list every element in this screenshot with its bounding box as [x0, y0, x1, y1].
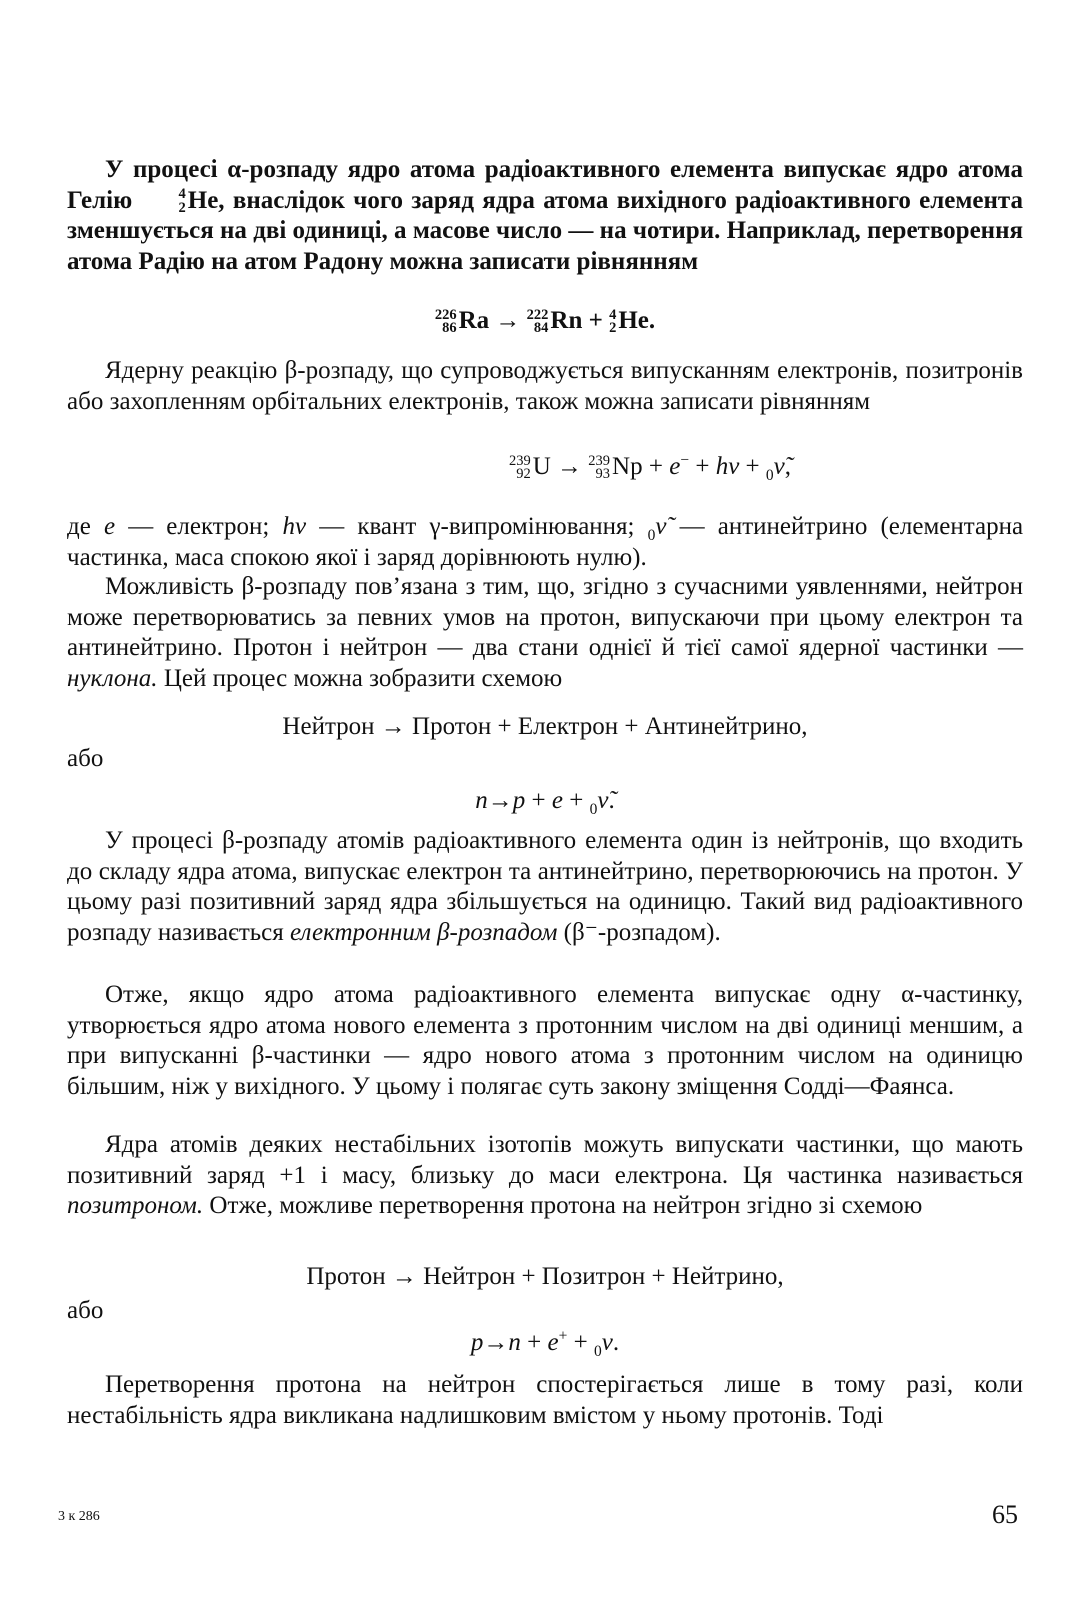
last-paragraph: Перетворення протона на нейтрон спостерігається лише в тому разі, коли нестабільність ядра викликана надлишковим вмістом у ньому протонів. Тоді — [67, 1371, 1023, 1429]
neutron-equation: n→p + e + $_0$ν̃. — [475, 787, 615, 818]
text-span: У процесі α-розпаду ядро атома радіоактивного елемента випускає ядро атома Гелію — [67, 156, 1023, 214]
legend-paragraph: де e — електрон; hν — квант γ-випромінювання; $_0$ν̃ — антинейтрино (елементарна частинка, маса спокою якої і заряд дорівнюють нулю). — [67, 513, 1024, 571]
or-label: або — [67, 745, 104, 772]
beta-intro-paragraph: Ядерну реакцію β-розпаду, що супроводжується випусканням електронів, позитронів або захопленням орбітальних електронів, також можна записати рівнянням — [67, 357, 1023, 415]
alpha-decay-paragraph — [67, 155, 1023, 277]
possibility-paragraph: Можливість β-розпаду пов’язана з тим, що, згідно з сучасними уявленнями, нейтрон може перетворюватись за певних умов на протон, випускаючи при цьому електрон та антинейтрино. Протон і нейтрон — два стани однієї й тієї самої ядерної частинки — нуклона. Цей процес можна зобразити схемою — [67, 573, 1023, 692]
radium-equation: 226 86 Ra → 222 84 Rn + 4 2 He. — [434, 306, 656, 337]
he-nuclide: 4 2 — [178, 186, 186, 216]
beta-process-paragraph: У процесі β-розпаду атомів радіоактивного елемента один із нейтронів, що входить до складу ядра атома, випускає електрон та антинейтрино, перетворюючись на протон. У цьому разі позитивний заряд ядра збільшується на одиницю. Такий вид радіоактивного розпаду називається електронним β-розпадом (β⁻-розпадом). — [67, 827, 1023, 946]
uranium-equation: 239 92 U → 239 93 Np + e− + hν + $_0$ν̃, — [508, 451, 792, 484]
neutron-scheme: Нейтрон → Протон + Електрон + Антинейтрино, — [282, 713, 808, 740]
printer-signature: 3 к 286 — [58, 1509, 100, 1524]
soddy-fajans-paragraph: Отже, якщо ядро атома радіоактивного елемента випускає одну α-частинку, утворюється ядро атома нового елемента з протонним числом на дві одиниці меншим, а при випусканні β-частинки — ядро нового атома з протонним числом на одиницю більшим, ніж у вихідного. У цьому і полягає суть закону зміщення Содді—Фаянса. — [67, 981, 1023, 1100]
proton-scheme: Протон → Нейтрон + Позитрон + Нейтрино, — [306, 1263, 784, 1290]
proton-equation: p→n + e+ + $_0$ν. — [470, 1327, 620, 1360]
page-number: 65 — [992, 1500, 1018, 1529]
or-label: або — [67, 1297, 104, 1324]
positron-paragraph: Ядра атомів деяких нестабільних ізотопів можуть випускати частинки, що мають позитивний заряд +1 і масу, близьку до маси електрона. Ця частинка називається позитроном. Отже, можливе перетворення протона на нейтрон згідно зі схемою — [67, 1131, 1023, 1219]
text-span: He, внаслідок чого заряд ядра атома вихідного радіоактивного елемента зменшується на дві одиниці, а масове число — на чотири. Наприклад, перетворення атома Радію на атом Радону можна записати рівнянням — [67, 186, 1024, 275]
